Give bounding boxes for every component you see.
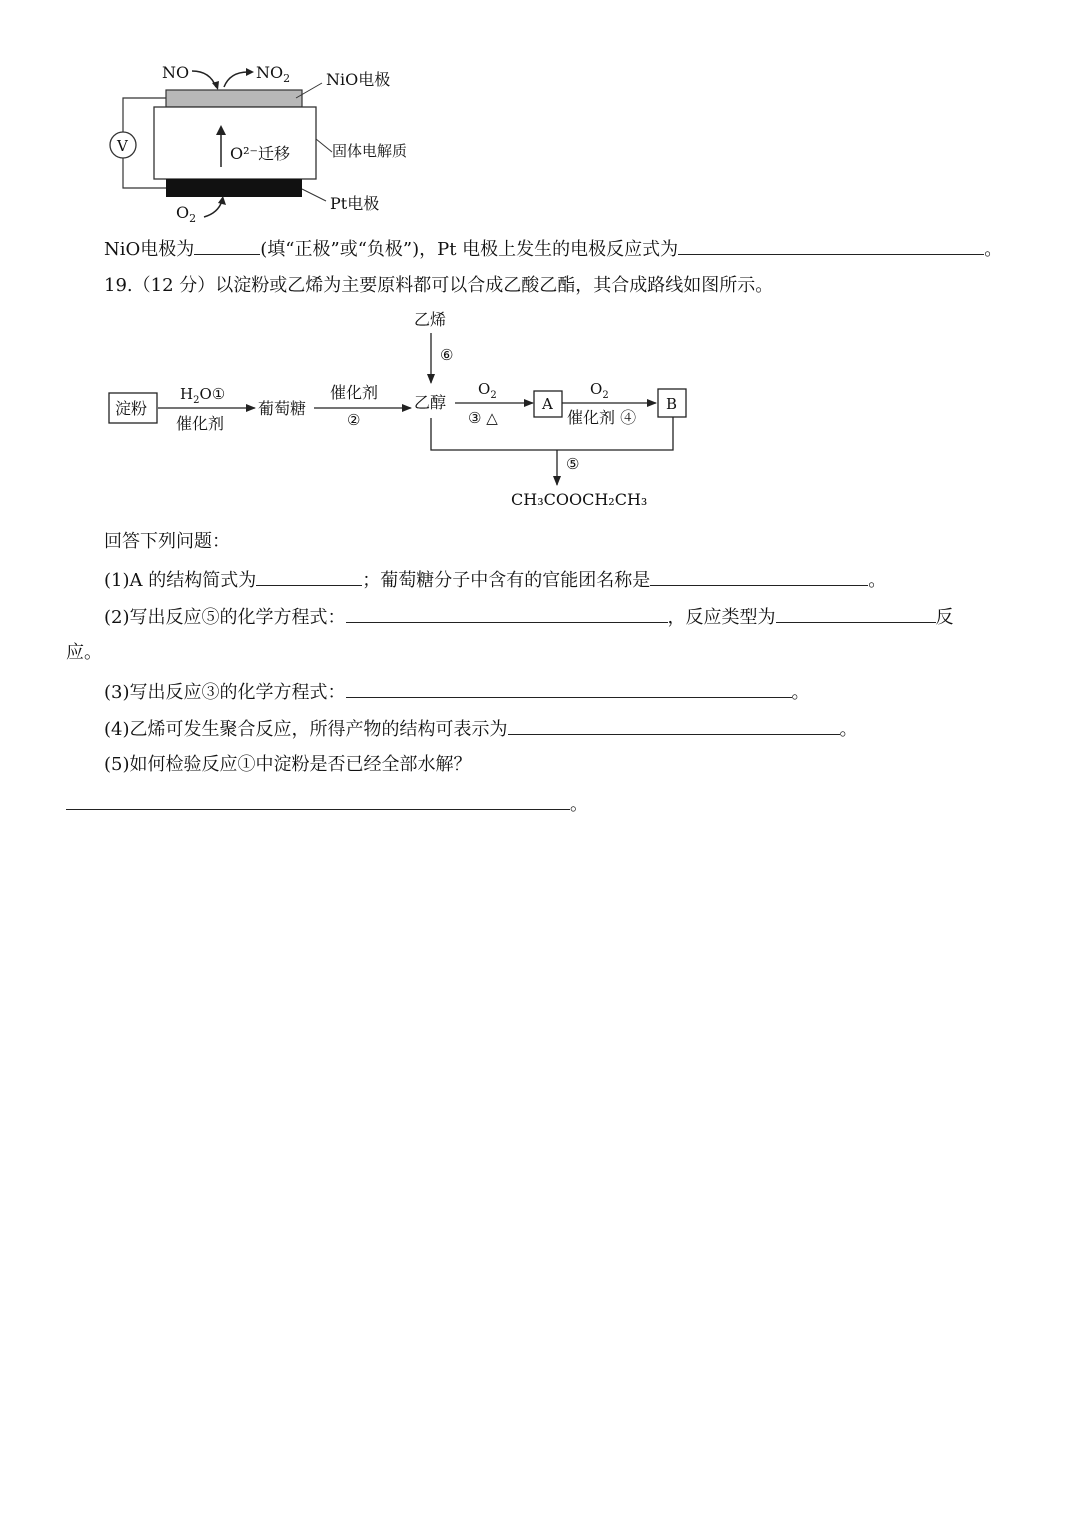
question-2-text-b: ，反应类型为 — [667, 607, 776, 628]
answer-blank-q3[interactable] — [346, 679, 792, 698]
answer-blank-q4[interactable] — [508, 716, 840, 735]
punctuation: 。 — [839, 719, 858, 740]
question-2-wrap: 应。 — [66, 642, 102, 663]
electrode-question-line — [104, 236, 1002, 262]
step1-catalyst: 催化剂 — [176, 414, 225, 433]
punctuation: 。 — [570, 794, 588, 815]
question-2 — [104, 604, 954, 630]
answer-blank-q1-a[interactable] — [256, 567, 362, 586]
question-2-text-a: (2)写出反应⑤的化学方程式： — [104, 607, 346, 628]
ethylene-label: 乙烯 — [414, 310, 447, 329]
answer-blank-electrode[interactable] — [194, 236, 260, 255]
question-4 — [104, 716, 858, 742]
punctuation: 。 — [868, 570, 887, 591]
electrolyte-label: 固体电解质 — [332, 142, 408, 160]
nio-electrode — [166, 90, 302, 107]
no-label: NO — [162, 63, 190, 82]
o2-label: $O_2$ — [176, 203, 197, 225]
question-5: (5)如何检验反应①中淀粉是否已经全部水解？ — [104, 754, 472, 775]
step6-number: ⑥ — [440, 346, 454, 364]
question-4-text: (4)乙烯可发生聚合反应，所得产物的结构可表示为 — [104, 719, 508, 740]
question-3 — [104, 679, 810, 705]
step1-reagent: $H_2O①$ — [180, 385, 226, 406]
electrode-question-part2: (填“正极”或“负极”)，Pt 电极上发生的电极反应式为 — [260, 239, 679, 260]
glucose-label: 葡萄糖 — [258, 399, 307, 418]
punctuation: 。 — [984, 239, 1003, 260]
ethyl-acetate-label: CH₃COOCH₂CH₃ — [511, 490, 648, 509]
synthesis-route-diagram — [100, 305, 700, 520]
question-3-text: (3)写出反应③的化学方程式： — [104, 682, 346, 703]
migration-label: O²⁻迁移 — [230, 144, 290, 163]
starch-label: 淀粉 — [115, 399, 148, 418]
question-1-text-b: ；葡萄糖分子中含有的官能团名称是 — [362, 570, 651, 591]
step2-catalyst: 催化剂 — [330, 383, 379, 402]
answer-blank-q2-equation[interactable] — [346, 604, 668, 623]
solid-electrolyte — [154, 107, 316, 179]
cell-diagram — [100, 55, 440, 230]
pt-electrode — [166, 179, 302, 197]
voltmeter-label: V — [117, 137, 128, 155]
step2-number: ② — [347, 411, 361, 429]
answer-intro: 回答下列问题： — [104, 531, 230, 552]
question-1 — [104, 567, 886, 593]
q19-stem: 19.（12 分）以淀粉或乙烯为主要原料都可以合成乙酸乙酯，其合成路线如图所示。 — [104, 275, 774, 296]
punctuation: 。 — [791, 682, 810, 703]
step4-condition: 催化剂 ④ — [567, 408, 637, 427]
answer-blank-q5[interactable] — [66, 791, 570, 810]
box-b-label: B — [666, 395, 678, 413]
answer-blank-q2-type[interactable] — [776, 604, 936, 623]
question-5-answer-line — [66, 791, 588, 817]
box-a-label: A — [542, 395, 553, 413]
step5-number: ⑤ — [566, 455, 580, 473]
electrode-question-part1: NiO电极为 — [104, 239, 195, 260]
pt-electrode-label: Pt电极 — [330, 194, 380, 213]
answer-blank-q1-b[interactable] — [650, 567, 868, 586]
answer-blank-pt-reaction[interactable] — [678, 236, 984, 255]
question-1-text-a: (1)A 的结构简式为 — [104, 570, 257, 591]
no2-label: $NO_2$ — [256, 63, 291, 85]
question-2-text-c: 反 — [935, 607, 954, 628]
step3-reagent: $O_2$ — [478, 380, 497, 401]
nio-electrode-label: NiO电极 — [326, 70, 391, 89]
step4-reagent: $O_2$ — [590, 380, 609, 401]
ethanol-label: 乙醇 — [414, 393, 447, 412]
step3-condition: ③ △ — [468, 409, 498, 427]
